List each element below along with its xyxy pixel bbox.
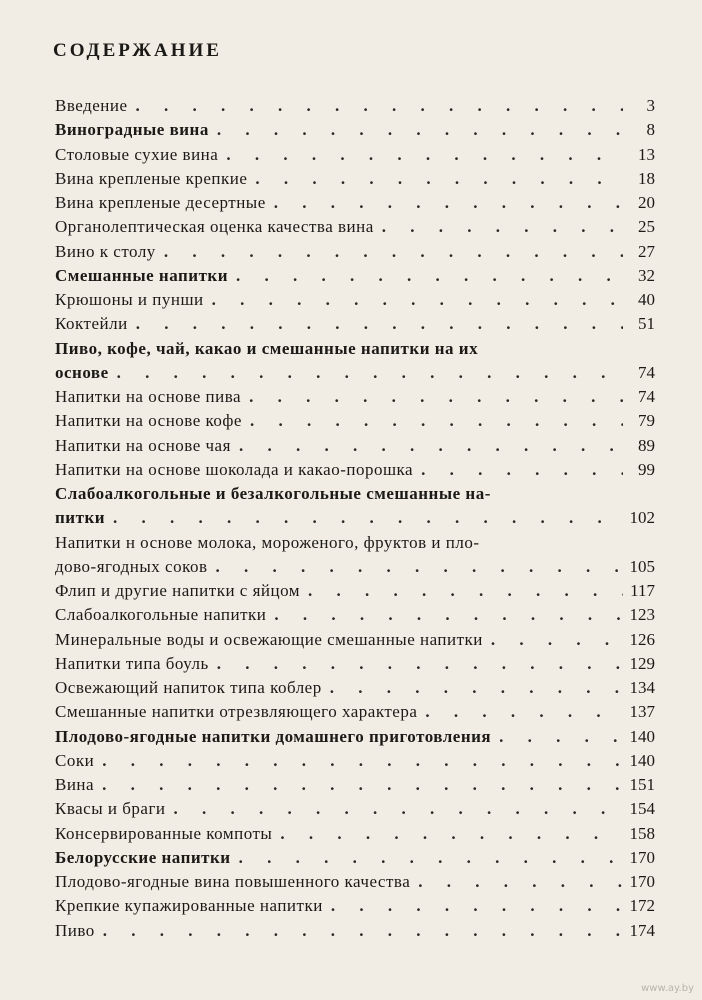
toc-entry-page: 25 [638, 217, 655, 237]
toc-entry-title: Коктейли [55, 314, 128, 334]
toc-entry-page: 89 [638, 435, 655, 455]
toc-entry-page: 105 [629, 556, 655, 576]
toc-entry-title: Соки [55, 750, 95, 770]
toc-entry [55, 579, 655, 603]
toc-entry-page: 8 [646, 120, 655, 140]
toc-entry-page: 154 [629, 799, 655, 819]
dot-leader [218, 143, 623, 167]
toc-entry-title: Флип и другие напитки с яйцом [55, 581, 301, 600]
toc-entry [55, 361, 655, 385]
dot-leader [266, 191, 623, 215]
toc-entry-title: Слабоалкогольные и безалкогольные смешанные на- [55, 484, 491, 503]
toc-entry-title: Консервированные компоты [55, 823, 273, 843]
toc-entry [55, 240, 655, 264]
toc-entry [55, 215, 655, 239]
toc-entry [55, 894, 655, 918]
dot-leader [323, 894, 623, 918]
toc-entry-page: 32 [638, 265, 655, 285]
toc-entry-page: 99 [638, 459, 655, 479]
toc-entry-page: 140 [629, 726, 655, 746]
toc-entry-title: питки [55, 508, 106, 528]
page-title: СОДЕРЖАНИЕ [53, 40, 222, 61]
toc-entry-title: Смешанные напитки [55, 265, 229, 285]
toc-entry-page: 129 [629, 653, 655, 673]
toc-entry-title: Пиво [55, 920, 95, 940]
dot-leader [483, 628, 623, 652]
toc-entry-page: 20 [638, 193, 655, 212]
toc-entry [55, 482, 655, 506]
dot-leader [95, 919, 623, 943]
toc-entry-page: 170 [629, 872, 655, 891]
toc-entry-title: основе [55, 362, 109, 382]
toc-entry [55, 603, 655, 627]
toc-entry-title: Освежающий напиток типа коблер [55, 678, 322, 697]
toc-entry-title: Пиво, кофе, чай, какао и смешанные напитки на их [55, 338, 479, 358]
toc-entry [55, 118, 655, 142]
dot-leader [228, 264, 623, 288]
toc-entry-page: 151 [629, 775, 655, 794]
toc-entry [55, 773, 655, 797]
toc-entry-page: 170 [629, 847, 655, 867]
watermark: www.ay.by [641, 983, 694, 994]
toc-entry-title: Напитки типа боуль [55, 653, 209, 673]
dot-leader [166, 797, 623, 821]
toc-entry-page: 174 [629, 920, 655, 940]
toc-entry [55, 385, 655, 409]
toc-entry [55, 700, 655, 724]
dot-leader [109, 361, 623, 385]
toc-entry-page: 74 [638, 387, 655, 406]
toc-entry-page: 51 [638, 314, 655, 334]
toc-entry [55, 797, 655, 821]
toc-entry [55, 919, 655, 943]
dot-leader [105, 506, 623, 530]
toc-entry [55, 846, 655, 870]
dot-leader [156, 240, 623, 264]
dot-leader [266, 603, 623, 627]
toc-entry [55, 822, 655, 846]
dot-leader [410, 870, 623, 894]
toc-entry [55, 409, 655, 433]
toc-entry [55, 143, 655, 167]
dot-leader [322, 676, 623, 700]
dot-leader [94, 749, 623, 773]
toc-entry-title: Крепкие купажированные напитки [55, 896, 323, 916]
toc-entry [55, 870, 655, 894]
toc-entry-page: 117 [630, 581, 655, 600]
dot-leader [413, 458, 623, 482]
toc-entry-page: 158 [629, 823, 655, 843]
toc-entry-title: Напитки н основе молока, мороженого, фруктов и пло- [55, 532, 480, 552]
toc-entry-page: 79 [638, 411, 655, 431]
toc-entry-title: Напитки на основе кофе [55, 411, 242, 431]
dot-leader [209, 652, 623, 676]
toc-entry-title: дово-ягодных соков [55, 556, 208, 576]
toc-entry-title: Слабоалкогольные напитки [55, 605, 267, 625]
toc-entry-title: Органолептическая оценка качества вина [55, 217, 374, 237]
toc-entry [55, 312, 655, 336]
toc-entry-page: 123 [629, 605, 655, 625]
toc-entry-page: 140 [629, 750, 655, 770]
toc-entry [55, 652, 655, 676]
toc-entry-title: Белорусские напитки [55, 847, 231, 867]
dot-leader [94, 773, 623, 797]
toc-entry [55, 191, 655, 215]
toc-entry [55, 167, 655, 191]
dot-leader [491, 725, 623, 749]
toc-entry [55, 725, 655, 749]
dot-leader [247, 167, 623, 191]
toc-entry [55, 337, 655, 361]
toc-entry-title: Напитки на основе шоколада и какао-порошка [55, 459, 414, 479]
dot-leader [241, 385, 623, 409]
toc-entry-title: Вина крепленые крепкие [55, 168, 248, 188]
dot-leader [242, 409, 623, 433]
toc-entry-title: Вина крепленые десертные [55, 193, 266, 212]
toc-entry-page: 74 [638, 362, 655, 382]
toc-entry-title: Напитки на основе пива [55, 387, 242, 406]
toc-entry [55, 749, 655, 773]
dot-leader [128, 94, 623, 118]
toc-entry-page: 134 [629, 678, 655, 697]
toc-entry-page: 27 [638, 241, 655, 261]
dot-leader [128, 312, 623, 336]
dot-leader [417, 700, 623, 724]
dot-leader [231, 846, 623, 870]
dot-leader [208, 555, 624, 579]
toc-entry-title: Вина [55, 775, 95, 794]
toc-entry [55, 531, 655, 555]
toc-entry [55, 506, 655, 530]
toc-entry-page: 13 [638, 144, 655, 164]
toc-entry-title: Плодово-ягодные напитки домашнего приготовления [55, 726, 492, 746]
toc-entry [55, 434, 655, 458]
toc-entry-title: Вино к столу [55, 241, 156, 261]
toc-entry-page: 137 [629, 702, 655, 722]
toc-entry-title: Введение [55, 96, 128, 115]
toc-entry [55, 676, 655, 700]
dot-leader [204, 288, 623, 312]
toc-entry-title: Минеральные воды и освежающие смешанные напитки [55, 629, 483, 649]
toc-entry-title: Виноградные вина [55, 120, 209, 140]
toc-entry-page: 18 [638, 168, 655, 188]
toc-entry-title: Смешанные напитки отрезвляющего характера [55, 702, 418, 722]
table-of-contents [55, 94, 655, 943]
toc-entry-title: Крюшоны и пунши [55, 290, 204, 309]
toc-entry [55, 94, 655, 118]
toc-entry [55, 555, 655, 579]
toc-entry-page: 40 [638, 290, 655, 309]
dot-leader [300, 579, 623, 603]
toc-entry-page: 3 [646, 96, 655, 115]
dot-leader [374, 215, 623, 239]
toc-entry [55, 628, 655, 652]
toc-entry [55, 288, 655, 312]
dot-leader [209, 118, 623, 142]
toc-entry [55, 458, 655, 482]
toc-entry-page: 126 [629, 629, 655, 649]
dot-leader [231, 434, 623, 458]
toc-entry-title: Столовые сухие вина [55, 144, 219, 164]
toc-entry-title: Плодово-ягодные вина повышенного качества [55, 872, 411, 891]
toc-entry-title: Квасы и браги [55, 799, 166, 819]
dot-leader [272, 822, 623, 846]
toc-entry-page: 172 [629, 896, 655, 916]
toc-entry-title: Напитки на основе чая [55, 435, 231, 455]
toc-entry-page: 102 [629, 508, 655, 528]
toc-entry [55, 264, 655, 288]
